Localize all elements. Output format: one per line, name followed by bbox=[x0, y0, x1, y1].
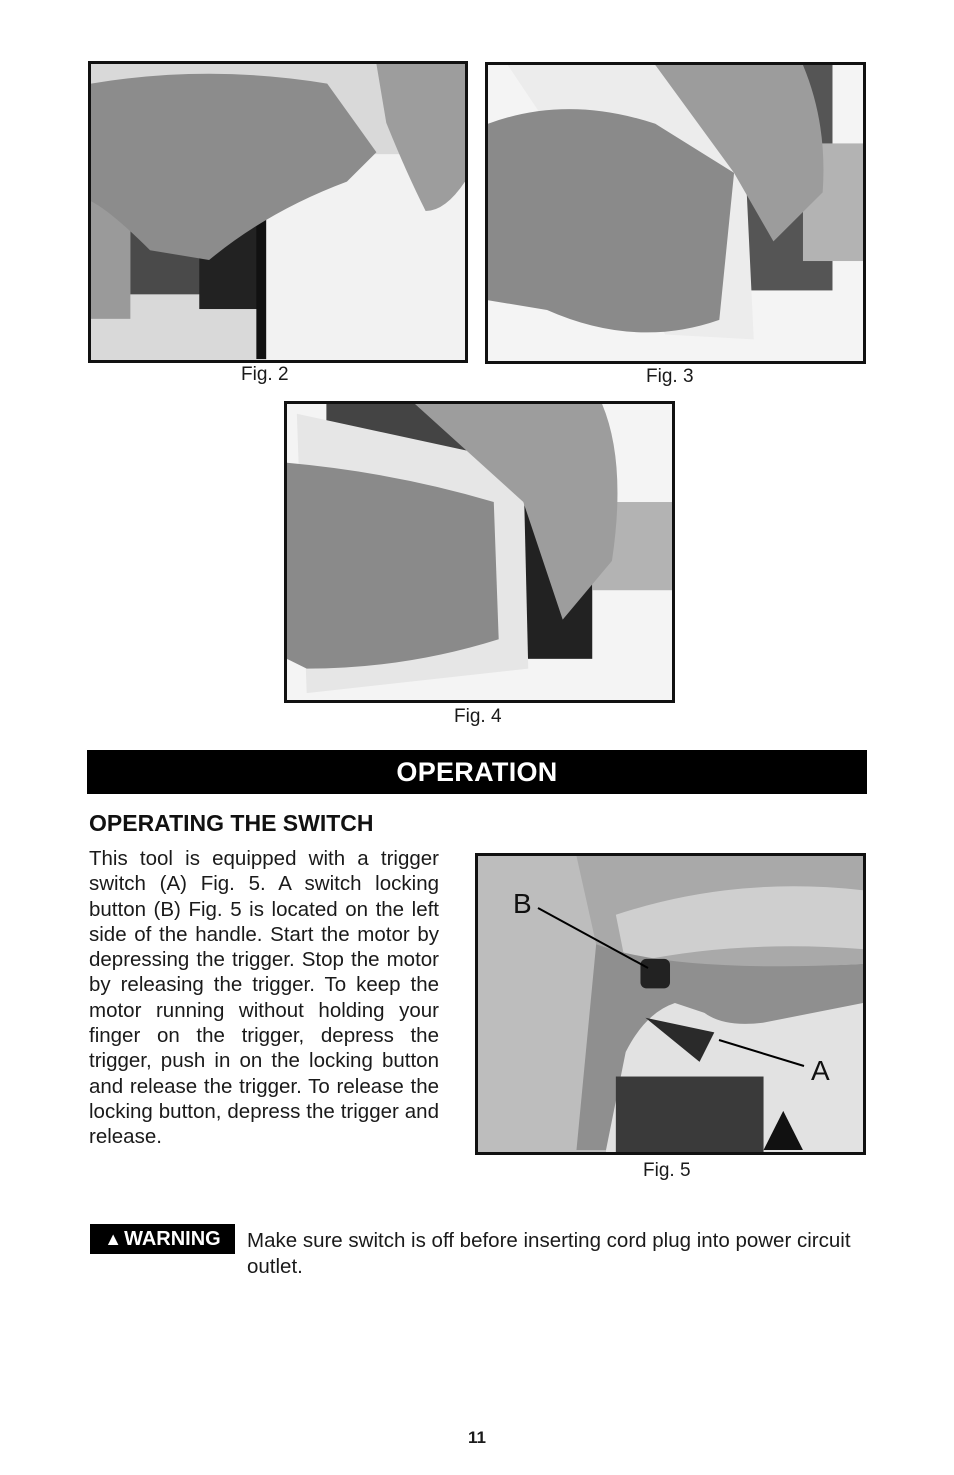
fig-5-photo bbox=[475, 853, 866, 1155]
warning-triangle-icon: ▲ bbox=[104, 1228, 123, 1249]
fig-3-illustration bbox=[488, 65, 863, 361]
fig-5-caption: Fig. 5 bbox=[643, 1160, 691, 1181]
fig-5-callout-a: A bbox=[811, 1055, 830, 1086]
subsection-title: OPERATING THE SWITCH bbox=[89, 810, 374, 836]
fig-2-caption: Fig. 2 bbox=[241, 364, 289, 385]
fig-2-photo bbox=[88, 61, 468, 363]
fig-3-caption: Fig. 3 bbox=[646, 366, 694, 387]
fig-4-caption: Fig. 4 bbox=[454, 706, 502, 727]
fig-4-illustration bbox=[287, 404, 672, 700]
warning-badge bbox=[90, 1224, 235, 1254]
fig-3-photo bbox=[485, 62, 866, 364]
page-number: 11 bbox=[468, 1428, 486, 1447]
warning-badge-label: WARNING bbox=[124, 1227, 221, 1250]
fig-5-callout-b: B bbox=[513, 888, 532, 919]
fig-4-photo bbox=[284, 401, 675, 703]
fig-2-illustration bbox=[91, 64, 465, 360]
fig-5-illustration bbox=[478, 856, 863, 1152]
warning-text: Make sure switch is off before inserting cord plug into power circuit outlet. bbox=[247, 1229, 851, 1278]
body-paragraph: This tool is equipped with a trigger switch (A) Fig. 5. A switch locking button (B) Fig. 5 is located on the left side of the handle. Start the motor by depressing the trigger. Stop the motor by releasing the trigger. To keep the motor running without holding your finger on the trigger, depress the trigger, push in on the locking button and release the trigger. To release the locking button, depress the trigger and release. bbox=[89, 847, 439, 1149]
section-title-bar: OPERATION bbox=[87, 750, 867, 794]
